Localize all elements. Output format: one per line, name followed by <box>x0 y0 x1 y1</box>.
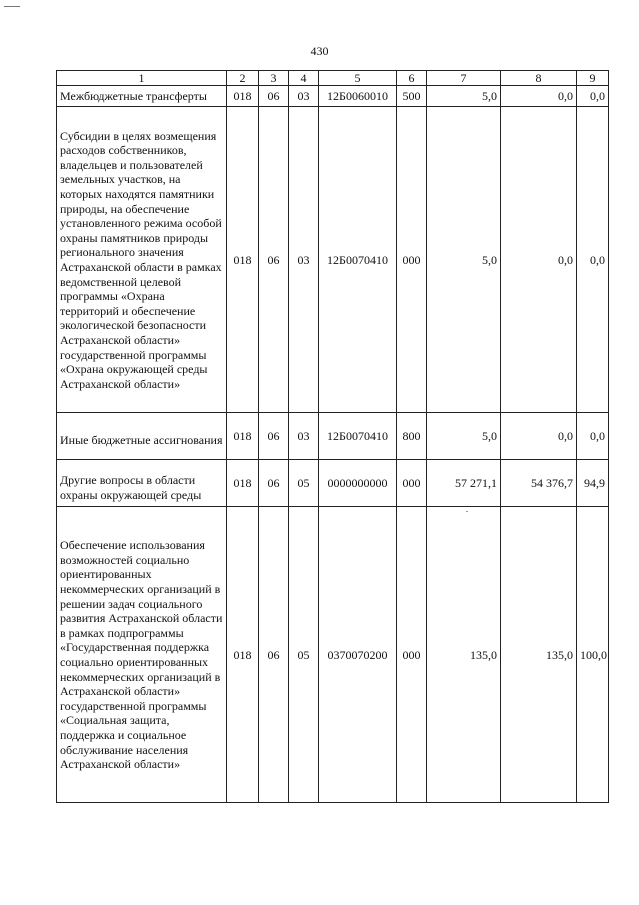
column-header-5: 5 <box>319 71 397 86</box>
target-article-cell: 12Б0060010 <box>319 86 397 107</box>
expense-type-cell: 800 <box>397 413 427 460</box>
percent-cell: 0,0 <box>577 413 609 460</box>
page-number: 430 <box>310 44 329 58</box>
planned-amount-cell: 57 271,1 <box>427 460 501 507</box>
table-row <box>57 460 609 507</box>
row-name-cell: Обеспечение использования возможностей социально ориентированных некоммерческих организаций в решении задач социального развития Астраханской области в рамках подпрограммы «Государственная поддержка социально ориентированных некоммерческих организаций в Астраханской области» государственной программы «Социальная защита, поддержка и социальное обслуживание населения Астраханской области» <box>57 507 227 803</box>
header-row <box>57 71 609 86</box>
table-row <box>57 107 609 413</box>
column-header-3: 3 <box>259 71 289 86</box>
table-row <box>57 413 609 460</box>
target-article-cell: 12Б0070410 <box>319 413 397 460</box>
subsection-cell: 03 <box>289 86 319 107</box>
percent-cell: 0,0 <box>577 86 609 107</box>
ministry-code-cell: 018 <box>227 413 259 460</box>
actual-amount-cell: 0,0 <box>501 86 577 107</box>
column-header-7: 7 <box>427 71 501 86</box>
section-cell: 06 <box>259 107 289 413</box>
planned-amount-cell: 5,0 <box>427 413 501 460</box>
section-cell: 06 <box>259 413 289 460</box>
row-name-cell: Иные бюджетные ассигнования <box>57 413 227 460</box>
planned-amount-cell: 5,0 <box>427 86 501 107</box>
column-header-4: 4 <box>289 71 319 86</box>
percent-cell: 100,0 <box>577 507 609 803</box>
actual-amount-cell: 54 376,7 <box>501 460 577 507</box>
table-row <box>57 507 609 803</box>
budget-table <box>56 70 609 803</box>
row-name-cell: Другие вопросы в области охраны окружающей среды <box>57 460 227 507</box>
actual-amount-cell: 135,0 <box>501 507 577 803</box>
expense-type-cell: 500 <box>397 86 427 107</box>
section-cell: 06 <box>259 86 289 107</box>
subsection-cell: 05 <box>289 460 319 507</box>
expense-type-cell: 000 <box>397 460 427 507</box>
target-article-cell: 0000000000 <box>319 460 397 507</box>
target-article-cell: 0370070200 <box>319 507 397 803</box>
actual-amount-cell: 0,0 <box>501 107 577 413</box>
percent-cell: 94,9 <box>577 460 609 507</box>
column-header-2: 2 <box>227 71 259 86</box>
section-cell: 06 <box>259 507 289 803</box>
column-header-1: 1 <box>57 71 227 86</box>
subsection-cell: 03 <box>289 413 319 460</box>
table-row <box>57 86 609 107</box>
percent-cell: 0,0 <box>577 107 609 413</box>
row-name-cell: Субсидии в целях возмещения расходов собственников, владельцев и пользователей земельных участков, на которых находятся памятники природы, на обеспечение установленного режима особой охраны памятников природы регионального значения Астраханской области в рамках ведомственной целевой программы «Охрана территорий и обеспечение экологической безопасности Астраханской области» государственной программы «Охрана окружающей среды Астраханской области» <box>57 107 227 413</box>
column-header-6: 6 <box>397 71 427 86</box>
section-cell: 06 <box>259 460 289 507</box>
subsection-cell: 03 <box>289 107 319 413</box>
subsection-cell: 05 <box>289 507 319 803</box>
expense-type-cell: 000 <box>397 507 427 803</box>
actual-amount-cell: 0,0 <box>501 413 577 460</box>
ministry-code-cell: 018 <box>227 460 259 507</box>
row-name-cell: Межбюджетные трансферты <box>57 86 227 107</box>
column-header-9: 9 <box>577 71 609 86</box>
scan-speck <box>466 511 468 512</box>
scan-corner-mark <box>4 6 20 7</box>
ministry-code-cell: 018 <box>227 86 259 107</box>
expense-type-cell: 000 <box>397 107 427 413</box>
ministry-code-cell: 018 <box>227 107 259 413</box>
ministry-code-cell: 018 <box>227 507 259 803</box>
planned-amount-cell: 5,0 <box>427 107 501 413</box>
column-header-8: 8 <box>501 71 577 86</box>
planned-amount-cell: 135,0 <box>427 507 501 803</box>
target-article-cell: 12Б0070410 <box>319 107 397 413</box>
